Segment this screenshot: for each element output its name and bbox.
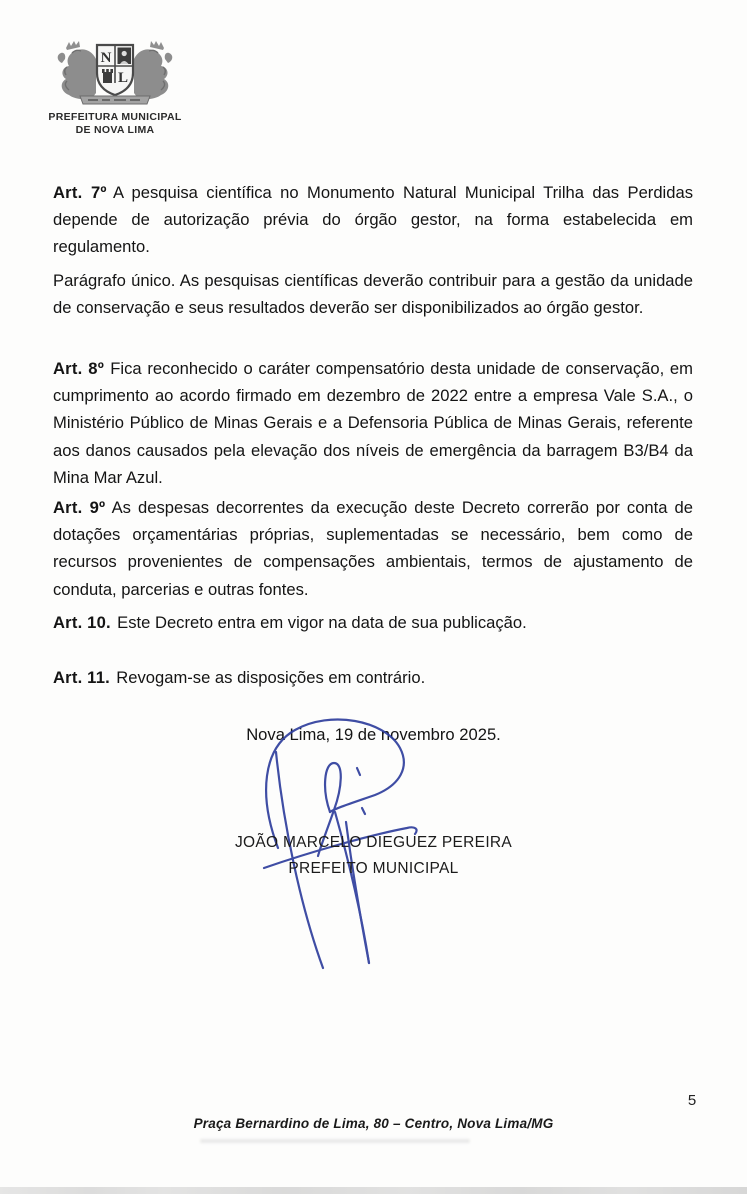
crest-letter-n: N (100, 50, 112, 66)
page-number: 5 (687, 1092, 697, 1109)
crest-tower-icon (102, 69, 113, 83)
org-name-line1: PREFEITURA MUNICIPAL (48, 111, 182, 123)
lion-crown-right-icon (150, 41, 164, 50)
paragraph-art-9 (53, 494, 693, 604)
crest-ribbon-icon (80, 96, 150, 104)
paragraph-art-8 (53, 355, 693, 492)
dateline: Nova Lima, 19 de novembro 2025. (246, 725, 501, 744)
paragraph-paragrafo-unico (53, 267, 693, 322)
crest-portrait-icon (118, 48, 132, 65)
footer-address: Praça Bernardino de Lima, 80 – Centro, Nova Lima/MG (193, 1116, 554, 1131)
org-caption (44, 111, 186, 137)
paragraph-art-11 (53, 664, 693, 691)
article-text: Fica reconhecido o caráter compensatório desta unidade de conservação, em cumprimento ao acordo firmado em dezembro de 2022 entre a empresa Vale S.A., o Ministério Público de Minas Gerais e a Defensoria Pública de Minas Gerais, referente aos danos causados pela elevação dos níveis de emergência da barragem B3/B4 da Mina Mar Azul. (53, 358, 693, 488)
article-text: Parágrafo único. As pesquisas científicas deverão contribuir para a gestão da unidade de conservação e seus resultados deverão ser disponibilizados ao órgão gestor. (53, 270, 693, 317)
article-lead: Art. 7º (53, 182, 107, 202)
article-lead: Art. 9º (53, 497, 106, 517)
article-text: Este Decreto entra em vigor na data de sua publicação. (117, 612, 527, 632)
article-text: As despesas decorrentes da execução deste Decreto correrão por conta de dotações orçamentárias próprias, suplementadas se necessário, bem como de recursos provenientes de compensações ambientais, termos de ajustamento de conduta, parcerias e outras fontes. (53, 497, 693, 599)
signatory-title: PREFEITO MUNICIPAL (288, 860, 459, 877)
article-lead: Art. 8º (53, 358, 104, 378)
lion-crown-left-icon (66, 41, 80, 50)
lion-left-icon (58, 49, 96, 99)
article-text: A pesquisa científica no Monumento Natural Municipal Trilha das Perdidas depende de autorização prévia do órgão gestor, na forma estabelecida em regulamento. (53, 182, 693, 257)
article-lead: Art. 11. (53, 667, 110, 687)
signature-block (0, 830, 747, 882)
article-text: Revogam-se as disposições em contrário. (116, 667, 426, 687)
scan-edge-artifact (0, 1187, 747, 1194)
signatory-name: JOÃO MARCELO DIEGUEZ PEREIRA (234, 834, 513, 851)
scan-smudge-artifact (200, 1139, 470, 1143)
article-lead: Art. 10. (53, 612, 111, 632)
org-name-line2: DE NOVA LIMA (75, 124, 155, 136)
paragraph-art-10 (53, 609, 693, 636)
coat-of-arms-icon (52, 36, 178, 112)
lion-right-icon (134, 49, 172, 99)
paragraph-art-7 (53, 179, 693, 261)
crest-letter-l: L (117, 70, 129, 86)
